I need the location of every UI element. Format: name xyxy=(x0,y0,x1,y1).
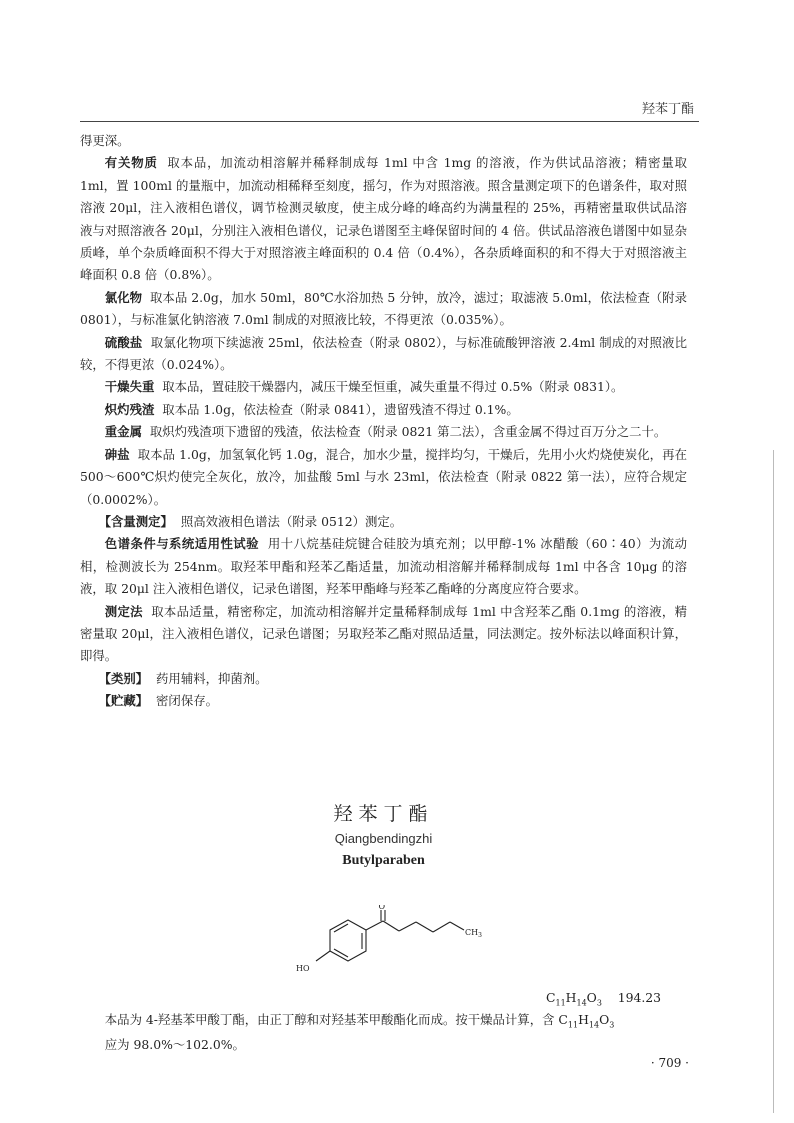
svg-text:CH3 xyxy=(465,928,482,939)
paragraph-lead: 砷盐 xyxy=(104,446,130,462)
paragraph-lead: 测定法 xyxy=(104,603,143,619)
continuation-text: 得更深。 xyxy=(80,133,130,148)
formula-c-count: 11 xyxy=(555,998,566,1008)
paragraph-text: 取本品 2.0g，加水 50ml，80℃水浴加热 5 分钟，放冷，滤过；取滤液 5.0ml，依法检查（附录 0801），与标准氯化钠溶液 7.0ml 制成的对照液比较，不得更浓（0.035%）。 xyxy=(80,289,687,328)
desc-formula-o: O xyxy=(599,1012,610,1027)
butyl-chain-bond xyxy=(416,922,433,932)
arsenic-paragraph xyxy=(80,444,687,511)
paragraph-text: 用十八烷基硅烷键合硅胶为填充剂；以甲醇-1% 冰醋酸（60∶40）为流动相，检测波长为 254nm。取羟苯甲酯和羟苯乙酯适量，加流动相溶解并稀释制成每 1ml 中各含 10μg 的溶液，取 20μl 注入液相色谱仪，记录色谱图，羟苯甲酯峰与羟苯乙酯峰的分离度应符合要求。 xyxy=(80,536,687,597)
paragraph-text: 照高效液相色谱法（附录 0512）测定。 xyxy=(180,513,403,529)
hydroxyl-label: HO xyxy=(296,964,310,973)
formula-o: O xyxy=(586,990,597,1005)
paragraph-text: 取本品 1.0g，依法检查（附录 0841），遗留残渣不得过 0.1%。 xyxy=(162,401,519,417)
ring-to-hydroxyl-bond xyxy=(316,951,330,961)
paragraph-lead: 色谱条件与系统适用性试验 xyxy=(104,536,260,552)
monograph-title-english: Butylparaben xyxy=(342,853,425,868)
formula-o-count: 3 xyxy=(596,998,602,1008)
paragraph-text: 取本品，加流动相溶解并稀释制成每 1ml 中含 1mg 的溶液，作为供试品溶液；精密量取 1ml，置 100ml 的量瓶中，加流动相稀释至刻度，摇匀，作为对照溶液。照含量测定项下的色谱条件，取对照溶液 20μl，注入液相色谱仪，调节检测灵敏度，使主成分峰的峰高约为满量程的 25%，再精密量取供试品溶液与对照溶液各 20μl，分别注入液相色谱仪，记录色谱图至主峰保留时间的 4 倍。供试品溶液色谱图中如显杂质峰，单个杂质峰面积不得大于对照溶液主峰面积的 0.4 倍（0.4%），各杂质峰面积的和不得大于对照溶液主峰面积 0.8 倍（0.8%）。 xyxy=(80,155,687,283)
paragraph-text: 密闭保存。 xyxy=(156,693,218,709)
paragraph-text: 取本品适量，精密称定，加流动相溶解并定量稀释制成每 1ml 中含羟苯乙酯 0.1mg 的溶液，精密量取 20μl，注入液相色谱仪，记录色谱图；另取羟苯乙酯对照品适量，同法测定。按外标法以峰面积计算，即得。 xyxy=(80,603,687,664)
desc-formula-c: C xyxy=(558,1012,568,1027)
loss-on-drying-paragraph xyxy=(80,376,687,398)
ester-bond xyxy=(383,921,399,931)
running-header-title: 羟苯丁酯 xyxy=(641,102,694,117)
section-lead: 【类别】 xyxy=(98,670,149,686)
methyl-label: CH xyxy=(465,928,479,937)
paragraph-lead: 炽灼残渣 xyxy=(104,401,155,417)
header-rule xyxy=(80,121,699,122)
desc-formula-o-count: 3 xyxy=(609,1020,615,1030)
methyl-subscript: 3 xyxy=(478,932,482,939)
chloride-paragraph xyxy=(80,287,687,332)
description-paragraph xyxy=(80,1010,687,1035)
formula-c: C xyxy=(546,990,556,1005)
assay-paragraph xyxy=(80,511,687,533)
related-substances-paragraph xyxy=(80,152,687,286)
paragraph-lead: 硫酸盐 xyxy=(104,334,143,350)
description-text: 本品为 4-羟基苯甲酸丁酯，由正丁醇和对羟基苯甲酸酯化而成。按干燥品计算，含 xyxy=(104,1012,559,1027)
aromatic-double-bond xyxy=(334,924,348,932)
residue-on-ignition-paragraph xyxy=(80,399,687,421)
molecular-weight: 194.23 xyxy=(617,990,662,1005)
desc-formula-h-count: 14 xyxy=(588,1020,600,1030)
method-paragraph xyxy=(80,601,687,668)
paragraph-lead: 氯化物 xyxy=(104,289,143,305)
section-lead: 【含量测定】 xyxy=(98,513,173,529)
molecular-formula xyxy=(546,990,661,1007)
paragraph-text: 取氯化物项下续滤液 25ml，依法检查（附录 0802），与标准硫酸钾溶液 2.4ml 制成的对照液比较，不得更浓（0.024%）。 xyxy=(80,334,688,373)
paragraph-lead: 重金属 xyxy=(104,424,142,440)
butyl-chain-bond xyxy=(433,922,450,932)
ring-to-carbonyl-bond xyxy=(366,921,383,930)
page-edge-line xyxy=(773,450,774,1113)
page-number: · 709 · xyxy=(650,1056,689,1070)
previous-monograph-text xyxy=(80,130,687,713)
heavy-metals-paragraph xyxy=(80,421,687,443)
monograph-heading xyxy=(80,800,687,872)
description-paragraph-cont: 应为 98.0%～102.0%。 xyxy=(104,1037,245,1053)
monograph-description xyxy=(80,1010,687,1055)
paragraph-text: 药用辅料，抑菌剂。 xyxy=(156,670,268,686)
desc-formula-h: H xyxy=(578,1012,589,1027)
paragraph-lead: 干燥失重 xyxy=(104,379,155,395)
formula-h-count: 14 xyxy=(576,998,587,1008)
aromatic-double-bond xyxy=(334,949,348,957)
paragraph-lead: 有关物质 xyxy=(104,155,158,171)
monograph-title-chinese: 羟苯丁酯 xyxy=(333,803,434,825)
butyl-chain-bond xyxy=(450,922,464,930)
monograph-title-pinyin: Qiangbendingzhi xyxy=(334,831,433,846)
carbonyl-oxygen-label: O xyxy=(378,905,386,911)
benzene-ring xyxy=(330,920,366,961)
paragraph-text: 取本品，置硅胶干燥器内，减压干燥至恒重，减失重量不得过 0.5%（附录 0831）。 xyxy=(162,379,624,395)
chromatography-paragraph xyxy=(80,533,687,600)
ester-o-bond xyxy=(399,922,416,931)
paragraph-text: 取本品 1.0g，加氢氧化钙 1.0g，混合，加水少量，搅拌均匀，干燥后，先用小火灼烧使炭化，再在 500～600℃炽灼使完全灰化，放冷，加盐酸 5ml 与水 23ml，依法检查（附录 0822 第一法），应符合规定（0.0002%）。 xyxy=(80,446,687,507)
desc-formula-c-count: 11 xyxy=(567,1020,579,1030)
sulfate-paragraph xyxy=(80,332,687,377)
paragraph-text: 取炽灼残渣项下遗留的残渣，依法检查（附录 0821 第二法），含重金属不得过百万分之二十。 xyxy=(149,424,667,440)
butylparaben-structure-diagram xyxy=(280,905,500,985)
formula-h: H xyxy=(565,990,577,1005)
category-paragraph xyxy=(80,668,687,690)
section-lead: 【贮藏】 xyxy=(98,693,149,709)
storage-paragraph xyxy=(80,690,687,712)
